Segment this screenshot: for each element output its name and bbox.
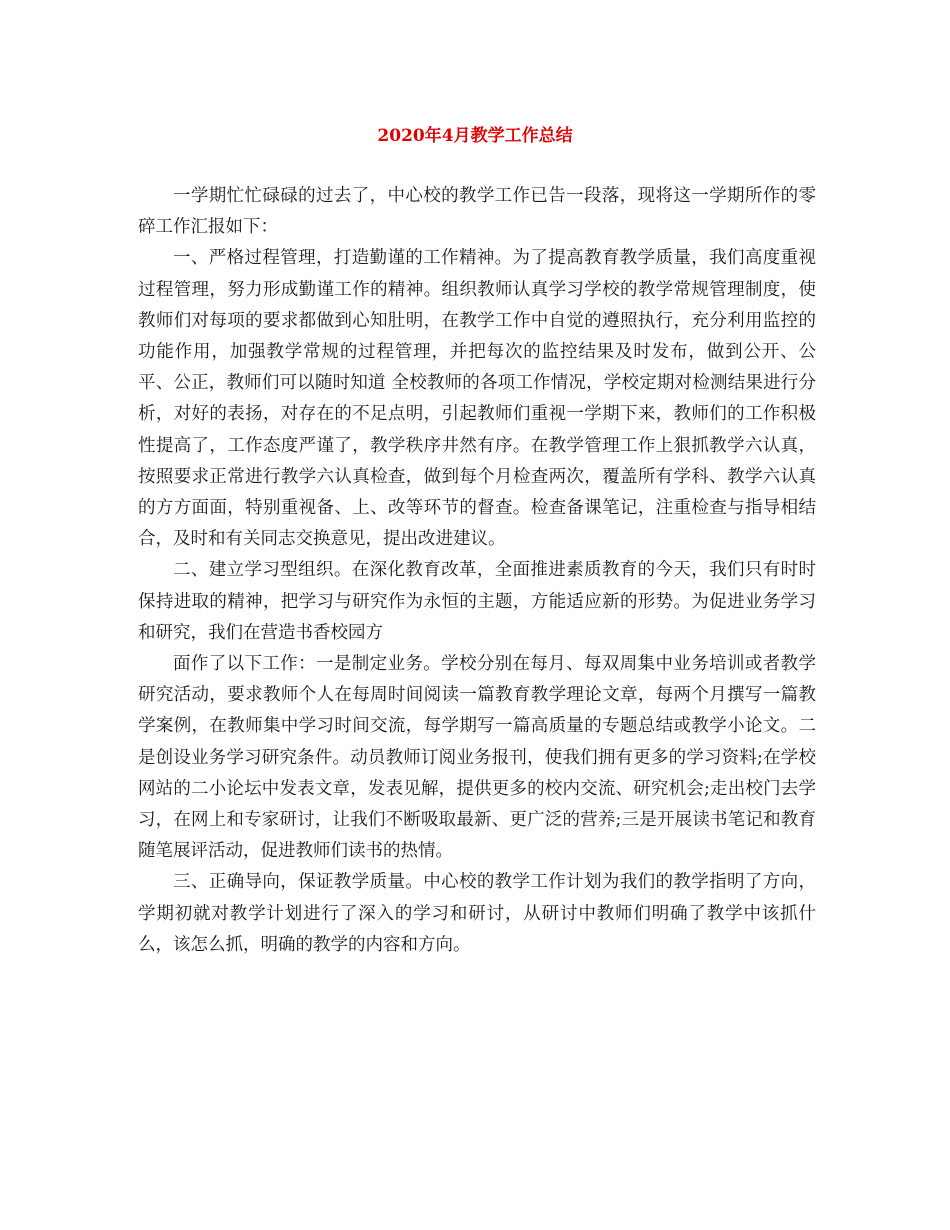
paragraph-learning-activities: 面作了以下工作：一是制定业务。学校分别在每月、每双周集中业务培训或者教学研究活动，要求教师个人在每周时间阅读一篇教育教学理论文章，每两个月撰写一篇教学案例，在教师集中学习时间交流，每学期写一篇高质量的专题总结或教学小论文。二是创设业务学习研究条件。动员教师订阅业务报刊，使我们拥有更多的学习资料;在学校网站的二小论坛中发表文章，发表见解，提供更多的校内交流、研究机会;走出校门去学习，在网上和专家研讨，让我们不断吸取最新、更广泛的营养;三是开展读书笔记和教育随笔展评活动，促进教师们读书的热情。 [138, 654, 816, 862]
document-body [138, 181, 816, 961]
document-title: 2020年4月教学工作总结 [377, 126, 573, 146]
paragraph-intro: 一学期忙忙碌碌的过去了，中心校的教学工作已告一段落，现将这一学期所作的零碎工作汇报如下： [138, 186, 816, 238]
paragraph-learning-organization: 二、建立学习型组织。在深化教育改革，全面推进素质教育的今天，我们只有时时保持进取的精神，把学习与研究作为永恒的主题，方能适应新的形势。为促进业务学习和研究，我们在营造书香校园方 [138, 560, 816, 643]
paragraph-process-management: 一、严格过程管理，打造勤谨的工作精神。为了提高教育教学质量，我们高度重视过程管理，努力形成勤谨工作的精神。组织教师认真学习学校的教学常规管理制度，使教师们对每项的要求都做到心知肚明，在教学工作中自觉的遵照执行，充分利用监控的功能作用，加强教学常规的过程管理，并把每次的监控结果及时发布，做到公开、公平、公正，教师们可以随时知道 全校教师的各项工作情况，学校定期对检测结果进行分析，对好的表扬，对存在的不足点明，引起教师们重视一学期下来，教师们的工作积极性提高了，工作态度严谨了，教学秩序井然有序。在教学管理工作上狠抓教学六认真，按照要求正常进行教学六认真检查，做到每个月检查两次，覆盖所有学科、教学六认真的方方面面，特别重视备、上、改等环节的督查。检查备课笔记，注重检查与指导相结合，及时和有关同志交换意见，提出改进建议。 [138, 248, 816, 550]
paragraph-teaching-quality: 三、正确导向，保证教学质量。中心校的教学工作计划为我们的教学指明了方向，学期初就对教学计划进行了深入的学习和研讨，从研讨中教师们明确了教学中该抓什么，该怎么抓，明确的教学的内容和方向。 [138, 872, 816, 955]
